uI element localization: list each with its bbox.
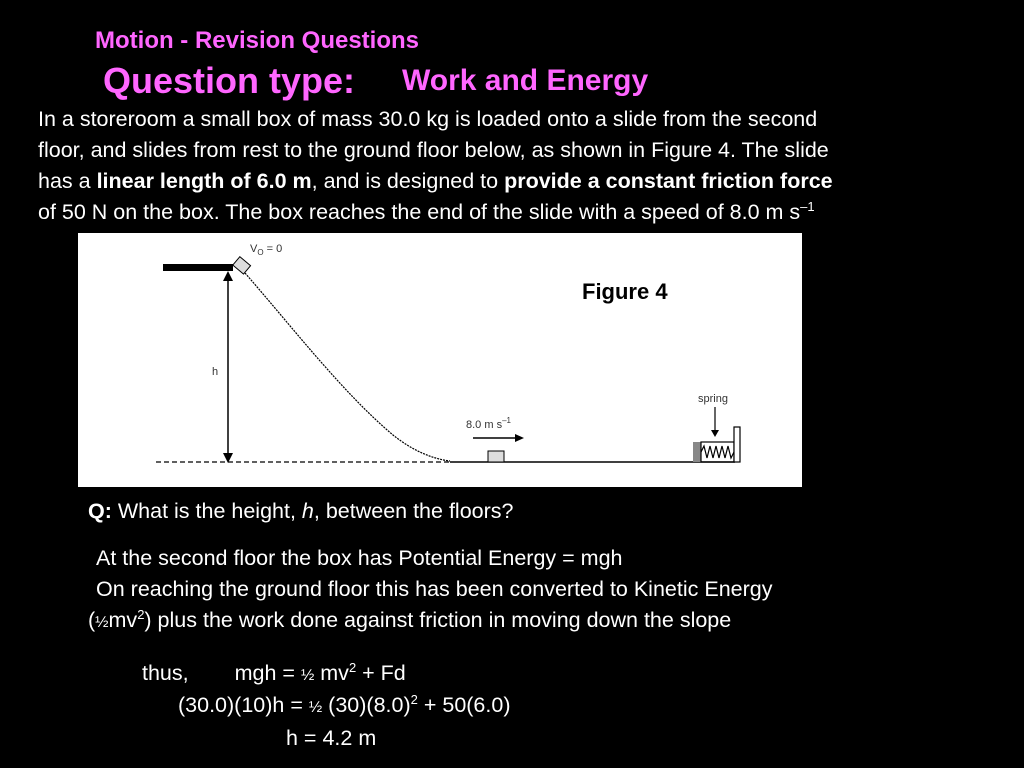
problem-line-3-mid: , and is designed to — [311, 169, 505, 193]
question-body-post: , between the floors? — [313, 499, 514, 523]
problem-line-2: floor, and slides from rest to the ground floor below, as shown in Figure 4. The slide — [38, 138, 829, 162]
spring-base-block — [693, 442, 701, 462]
explanation-line-2: On reaching the ground floor this has been converted to Kinetic Energy — [96, 577, 773, 601]
working-answer: h = 4.2 m — [286, 726, 377, 750]
question-prefix: Q: — [88, 499, 112, 523]
explanation-line-1: At the second floor the box has Potential Energy = mgh — [96, 546, 623, 570]
question-type-label: Question type: — [103, 60, 356, 101]
question-text — [88, 499, 513, 524]
spring-arrow-head — [711, 430, 719, 437]
problem-statement — [38, 104, 1008, 228]
speed-label: 8.0 m $s^{-1}$ — [466, 416, 511, 431]
second-floor-platform — [163, 264, 233, 271]
speed-arrow-head — [515, 434, 524, 442]
problem-line-3-text: has a — [38, 169, 97, 193]
height-arrow-top — [223, 271, 233, 281]
slide-title: Motion - Revision Questions — [95, 27, 420, 54]
explanation — [88, 543, 773, 638]
working-line-2: (30.0)(10)h = ½ $(30)(8.0)^2 + 50(6.0)$ — [178, 692, 511, 717]
problem-unit-exponent: –1 — [800, 199, 815, 214]
figure-4-diagram — [78, 233, 802, 487]
slide-curve — [245, 273, 450, 461]
slide-length-emphasis: linear length of 6.0 m — [96, 169, 312, 193]
box-at-top — [233, 257, 251, 274]
figure-caption: Figure 4 — [582, 279, 668, 304]
height-label: h — [212, 366, 219, 378]
question-variable: h — [301, 499, 314, 523]
question-body-pre: What is the height, — [111, 499, 302, 523]
problem-line-4 — [38, 197, 1008, 228]
working-line-1 — [142, 661, 406, 686]
problem-line-1: In a storeroom a small box of mass 30.0 kg is loaded onto a slide from the second — [38, 107, 818, 131]
friction-emphasis: provide a constant friction force — [504, 169, 833, 193]
working-thus: thus, — [142, 661, 189, 685]
spring-coil — [701, 446, 734, 458]
spring-label: spring — [698, 393, 728, 405]
working-equation-1: mgh = ½ $mv^2 + Fd$ — [234, 660, 406, 685]
initial-velocity-label: $V_O = 0$ — [250, 243, 283, 257]
explanation-line-3: $(\frac{1}{2}mv^2)$ plus the work done against friction in moving down the slope — [88, 607, 732, 632]
problem-line-3 — [38, 166, 1008, 197]
box-on-ground — [488, 451, 504, 462]
problem-line-4-text: of 50 N on the box. The box reaches the end of the slide with a speed of 8.0 m s — [38, 200, 801, 224]
question-type-value: Work and Energy — [402, 64, 649, 97]
spring-wall — [734, 427, 740, 462]
